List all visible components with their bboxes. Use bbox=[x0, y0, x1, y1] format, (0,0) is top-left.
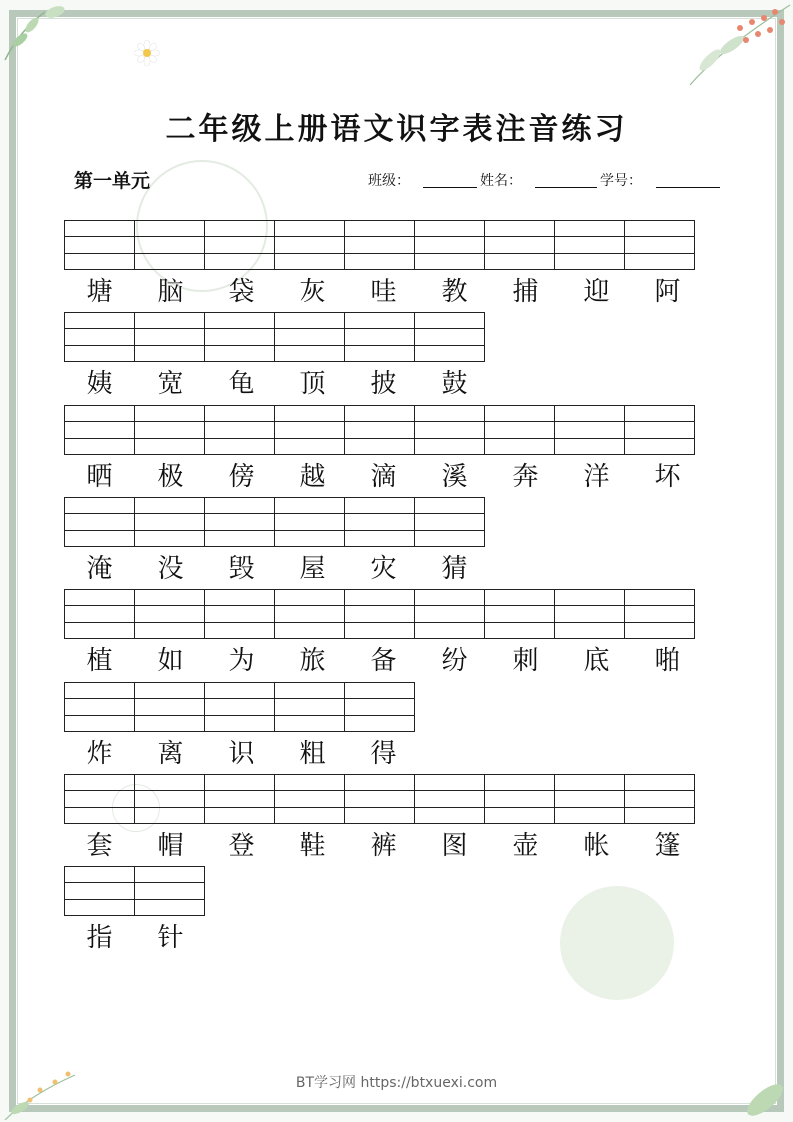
pinyin-cell[interactable] bbox=[415, 438, 485, 454]
pinyin-cell[interactable] bbox=[345, 715, 415, 731]
hanzi-character: 粗 bbox=[299, 739, 326, 769]
pinyin-cell[interactable] bbox=[555, 791, 625, 807]
pinyin-cell[interactable] bbox=[415, 406, 485, 422]
pinyin-cell[interactable] bbox=[205, 422, 275, 438]
pinyin-cell[interactable] bbox=[135, 715, 205, 731]
pinyin-cell[interactable] bbox=[345, 345, 415, 361]
pinyin-cell[interactable] bbox=[555, 622, 625, 638]
pinyin-cell[interactable] bbox=[135, 438, 205, 454]
pinyin-cell[interactable] bbox=[485, 807, 555, 823]
pinyin-cell[interactable] bbox=[555, 775, 625, 791]
pinyin-cell[interactable] bbox=[65, 699, 135, 715]
pinyin-cell[interactable] bbox=[135, 899, 205, 915]
pinyin-cell[interactable] bbox=[275, 699, 345, 715]
hanzi-character: 帐 bbox=[583, 831, 610, 861]
character-row bbox=[64, 829, 703, 863]
pinyin-grid bbox=[64, 866, 205, 916]
pinyin-cell[interactable] bbox=[485, 606, 555, 622]
hanzi-character: 洋 bbox=[583, 462, 610, 492]
pinyin-grid bbox=[64, 774, 695, 824]
pinyin-cell[interactable] bbox=[345, 221, 415, 237]
pinyin-cell[interactable] bbox=[555, 221, 625, 237]
pinyin-cell[interactable] bbox=[205, 807, 275, 823]
hanzi-character: 迎 bbox=[583, 277, 610, 307]
hanzi-character: 底 bbox=[583, 646, 610, 676]
pinyin-cell[interactable] bbox=[625, 438, 695, 454]
hanzi-character: 如 bbox=[157, 646, 184, 676]
character-row bbox=[64, 275, 703, 309]
pinyin-cell[interactable] bbox=[625, 253, 695, 269]
hanzi-character: 极 bbox=[157, 462, 184, 492]
hanzi-character: 袋 bbox=[228, 277, 255, 307]
pinyin-cell[interactable] bbox=[275, 345, 345, 361]
unit-heading: 第一单元 bbox=[74, 170, 151, 192]
pinyin-cell[interactable] bbox=[345, 438, 415, 454]
pinyin-cell[interactable] bbox=[345, 683, 415, 699]
pinyin-cell[interactable] bbox=[345, 498, 415, 514]
pinyin-cell[interactable] bbox=[415, 422, 485, 438]
hanzi-character: 龟 bbox=[228, 369, 255, 399]
pinyin-cell[interactable] bbox=[135, 253, 205, 269]
pinyin-cell[interactable] bbox=[345, 237, 415, 253]
pinyin-cell[interactable] bbox=[135, 313, 205, 329]
pinyin-cell[interactable] bbox=[205, 406, 275, 422]
pinyin-cell[interactable] bbox=[65, 438, 135, 454]
hanzi-character: 猜 bbox=[441, 554, 468, 584]
hanzi-character: 脑 bbox=[157, 277, 184, 307]
pinyin-cell[interactable] bbox=[415, 237, 485, 253]
pinyin-cell[interactable] bbox=[275, 253, 345, 269]
pinyin-cell[interactable] bbox=[345, 329, 415, 345]
pinyin-cell[interactable] bbox=[135, 791, 205, 807]
pinyin-cell[interactable] bbox=[625, 791, 695, 807]
hanzi-character: 帽 bbox=[157, 831, 184, 861]
pinyin-cell[interactable] bbox=[65, 683, 135, 699]
pinyin-cell[interactable] bbox=[205, 313, 275, 329]
pinyin-cell[interactable] bbox=[205, 345, 275, 361]
pinyin-cell[interactable] bbox=[625, 606, 695, 622]
pinyin-cell[interactable] bbox=[205, 775, 275, 791]
hanzi-character: 登 bbox=[228, 831, 255, 861]
hanzi-character: 没 bbox=[157, 554, 184, 584]
pinyin-cell[interactable] bbox=[205, 530, 275, 546]
hanzi-character: 篷 bbox=[654, 831, 681, 861]
pinyin-cell[interactable] bbox=[65, 883, 135, 899]
pinyin-cell[interactable] bbox=[415, 498, 485, 514]
pinyin-cell[interactable] bbox=[555, 590, 625, 606]
pinyin-cell[interactable] bbox=[135, 406, 205, 422]
pinyin-cell[interactable] bbox=[415, 622, 485, 638]
pinyin-cell[interactable] bbox=[135, 514, 205, 530]
hanzi-character: 壶 bbox=[512, 831, 539, 861]
pinyin-cell[interactable] bbox=[65, 606, 135, 622]
pinyin-cell[interactable] bbox=[345, 775, 415, 791]
class-blank[interactable] bbox=[423, 187, 477, 188]
pinyin-cell[interactable] bbox=[65, 867, 135, 883]
hanzi-character: 裤 bbox=[370, 831, 397, 861]
pinyin-cell[interactable] bbox=[135, 498, 205, 514]
hanzi-character: 塘 bbox=[86, 277, 113, 307]
flower-corner-top-left-icon bbox=[0, 0, 80, 70]
hanzi-character: 旅 bbox=[299, 646, 326, 676]
hanzi-character: 植 bbox=[86, 646, 113, 676]
pinyin-cell[interactable] bbox=[135, 590, 205, 606]
hanzi-character: 越 bbox=[299, 462, 326, 492]
berry-branch-top-right-icon bbox=[680, 0, 793, 90]
pinyin-cell[interactable] bbox=[205, 590, 275, 606]
pinyin-cell[interactable] bbox=[345, 622, 415, 638]
pinyin-cell[interactable] bbox=[205, 237, 275, 253]
pinyin-cell[interactable] bbox=[275, 683, 345, 699]
character-row bbox=[64, 737, 419, 771]
pinyin-cell[interactable] bbox=[415, 345, 485, 361]
pinyin-cell[interactable] bbox=[205, 329, 275, 345]
pinyin-cell[interactable] bbox=[275, 775, 345, 791]
pinyin-cell[interactable] bbox=[485, 438, 555, 454]
pinyin-cell[interactable] bbox=[275, 530, 345, 546]
pinyin-cell[interactable] bbox=[65, 406, 135, 422]
pinyin-cell[interactable] bbox=[345, 253, 415, 269]
pinyin-cell[interactable] bbox=[485, 791, 555, 807]
hanzi-character: 纷 bbox=[441, 646, 468, 676]
hanzi-character: 鼓 bbox=[441, 369, 468, 399]
pinyin-cell[interactable] bbox=[65, 329, 135, 345]
pinyin-cell[interactable] bbox=[275, 807, 345, 823]
character-row bbox=[64, 921, 206, 955]
pinyin-cell[interactable] bbox=[135, 867, 205, 883]
hanzi-character: 滴 bbox=[370, 462, 397, 492]
pinyin-grid bbox=[64, 497, 485, 547]
number-blank[interactable] bbox=[656, 187, 720, 188]
pinyin-cell[interactable] bbox=[65, 514, 135, 530]
pinyin-cell[interactable] bbox=[65, 530, 135, 546]
pinyin-cell[interactable] bbox=[485, 237, 555, 253]
pinyin-cell[interactable] bbox=[415, 807, 485, 823]
character-row bbox=[64, 460, 703, 494]
hanzi-character: 离 bbox=[157, 739, 184, 769]
pinyin-cell[interactable] bbox=[485, 221, 555, 237]
name-label: 姓名： bbox=[480, 173, 522, 189]
pinyin-cell[interactable] bbox=[625, 590, 695, 606]
pinyin-cell[interactable] bbox=[65, 791, 135, 807]
pinyin-cell[interactable] bbox=[555, 237, 625, 253]
pinyin-cell[interactable] bbox=[65, 498, 135, 514]
hanzi-character: 晒 bbox=[86, 462, 113, 492]
decor-circle-filled bbox=[560, 886, 674, 1000]
hanzi-character: 啪 bbox=[654, 646, 681, 676]
daisy-icon bbox=[134, 40, 160, 66]
pinyin-cell[interactable] bbox=[135, 622, 205, 638]
pinyin-cell[interactable] bbox=[625, 406, 695, 422]
pinyin-cell[interactable] bbox=[135, 807, 205, 823]
pinyin-cell[interactable] bbox=[555, 606, 625, 622]
hanzi-character: 宽 bbox=[157, 369, 184, 399]
pinyin-cell[interactable] bbox=[415, 253, 485, 269]
pinyin-cell[interactable] bbox=[345, 406, 415, 422]
pinyin-cell[interactable] bbox=[65, 345, 135, 361]
pinyin-cell[interactable] bbox=[625, 622, 695, 638]
page-title: 二年级上册语文识字表注音练习 bbox=[165, 112, 628, 147]
number-label: 学号： bbox=[600, 173, 642, 189]
hanzi-character: 坏 bbox=[654, 462, 681, 492]
pinyin-cell[interactable] bbox=[65, 237, 135, 253]
pinyin-cell[interactable] bbox=[555, 438, 625, 454]
pinyin-cell[interactable] bbox=[415, 590, 485, 606]
pinyin-cell[interactable] bbox=[135, 422, 205, 438]
pinyin-cell[interactable] bbox=[135, 683, 205, 699]
pinyin-cell[interactable] bbox=[275, 313, 345, 329]
pinyin-cell[interactable] bbox=[625, 422, 695, 438]
pinyin-cell[interactable] bbox=[345, 606, 415, 622]
pinyin-cell[interactable] bbox=[135, 329, 205, 345]
hanzi-character: 得 bbox=[370, 739, 397, 769]
footer-source: BT学习网 https://btxuexi.com bbox=[295, 1075, 498, 1091]
character-row bbox=[64, 644, 703, 678]
pinyin-cell[interactable] bbox=[345, 313, 415, 329]
hanzi-character: 毁 bbox=[228, 554, 255, 584]
hanzi-character: 为 bbox=[228, 646, 255, 676]
hanzi-character: 套 bbox=[86, 831, 113, 861]
pinyin-cell[interactable] bbox=[205, 622, 275, 638]
pinyin-cell[interactable] bbox=[275, 422, 345, 438]
hanzi-character: 奔 bbox=[512, 462, 539, 492]
pinyin-grid bbox=[64, 682, 415, 732]
pinyin-cell[interactable] bbox=[135, 883, 205, 899]
hanzi-character: 灾 bbox=[370, 554, 397, 584]
character-row bbox=[64, 552, 490, 586]
hanzi-character: 指 bbox=[86, 923, 113, 953]
pinyin-cell[interactable] bbox=[135, 530, 205, 546]
hanzi-character: 阿 bbox=[654, 277, 681, 307]
pinyin-cell[interactable] bbox=[415, 775, 485, 791]
pinyin-cell[interactable] bbox=[485, 253, 555, 269]
pinyin-cell[interactable] bbox=[275, 237, 345, 253]
pinyin-cell[interactable] bbox=[625, 807, 695, 823]
hanzi-character: 刺 bbox=[512, 646, 539, 676]
pinyin-cell[interactable] bbox=[275, 406, 345, 422]
pinyin-cell[interactable] bbox=[415, 530, 485, 546]
pinyin-cell[interactable] bbox=[485, 422, 555, 438]
pinyin-cell[interactable] bbox=[205, 791, 275, 807]
pinyin-cell[interactable] bbox=[275, 590, 345, 606]
hanzi-character: 傍 bbox=[228, 462, 255, 492]
pinyin-grid bbox=[64, 220, 695, 270]
pinyin-cell[interactable] bbox=[345, 530, 415, 546]
pinyin-cell[interactable] bbox=[345, 590, 415, 606]
pinyin-cell[interactable] bbox=[625, 237, 695, 253]
hanzi-character: 炸 bbox=[86, 739, 113, 769]
class-label: 班级： bbox=[368, 173, 410, 189]
pinyin-cell[interactable] bbox=[415, 329, 485, 345]
pinyin-cell[interactable] bbox=[345, 807, 415, 823]
pinyin-cell[interactable] bbox=[135, 237, 205, 253]
pinyin-cell[interactable] bbox=[65, 422, 135, 438]
pinyin-cell[interactable] bbox=[485, 406, 555, 422]
pinyin-cell[interactable] bbox=[485, 622, 555, 638]
hanzi-character: 识 bbox=[228, 739, 255, 769]
pinyin-cell[interactable] bbox=[415, 791, 485, 807]
pinyin-cell[interactable] bbox=[275, 438, 345, 454]
hanzi-character: 哇 bbox=[370, 277, 397, 307]
pinyin-cell[interactable] bbox=[625, 775, 695, 791]
pinyin-cell[interactable] bbox=[135, 345, 205, 361]
pinyin-cell[interactable] bbox=[345, 422, 415, 438]
pinyin-cell[interactable] bbox=[205, 498, 275, 514]
pinyin-cell[interactable] bbox=[135, 775, 205, 791]
pinyin-cell[interactable] bbox=[275, 606, 345, 622]
pinyin-cell[interactable] bbox=[65, 775, 135, 791]
hanzi-character: 姨 bbox=[86, 369, 113, 399]
pinyin-cell[interactable] bbox=[65, 590, 135, 606]
pinyin-cell[interactable] bbox=[135, 606, 205, 622]
pinyin-cell[interactable] bbox=[485, 590, 555, 606]
pinyin-cell[interactable] bbox=[205, 514, 275, 530]
pinyin-cell[interactable] bbox=[555, 253, 625, 269]
pinyin-cell[interactable] bbox=[205, 606, 275, 622]
pinyin-grid bbox=[64, 589, 695, 639]
pinyin-cell[interactable] bbox=[135, 699, 205, 715]
hanzi-character: 披 bbox=[370, 369, 397, 399]
hanzi-character: 屋 bbox=[299, 554, 326, 584]
pinyin-cell[interactable] bbox=[485, 775, 555, 791]
pinyin-cell[interactable] bbox=[345, 699, 415, 715]
pinyin-cell[interactable] bbox=[345, 514, 415, 530]
pinyin-cell[interactable] bbox=[275, 514, 345, 530]
pinyin-cell[interactable] bbox=[555, 406, 625, 422]
pinyin-cell[interactable] bbox=[275, 715, 345, 731]
pinyin-cell[interactable] bbox=[65, 313, 135, 329]
pinyin-cell[interactable] bbox=[205, 438, 275, 454]
pinyin-cell[interactable] bbox=[275, 221, 345, 237]
pinyin-cell[interactable] bbox=[65, 715, 135, 731]
hanzi-character: 图 bbox=[441, 831, 468, 861]
pinyin-cell[interactable] bbox=[65, 899, 135, 915]
pinyin-cell[interactable] bbox=[415, 313, 485, 329]
pinyin-grid bbox=[64, 405, 695, 455]
pinyin-cell[interactable] bbox=[555, 422, 625, 438]
hanzi-character: 灰 bbox=[299, 277, 326, 307]
hanzi-character: 针 bbox=[157, 923, 184, 953]
pinyin-cell[interactable] bbox=[205, 715, 275, 731]
pinyin-cell[interactable] bbox=[275, 329, 345, 345]
pinyin-cell[interactable] bbox=[205, 221, 275, 237]
pinyin-cell[interactable] bbox=[275, 498, 345, 514]
pinyin-cell[interactable] bbox=[275, 622, 345, 638]
character-row bbox=[64, 367, 490, 401]
pinyin-grid bbox=[64, 312, 485, 362]
pinyin-cell[interactable] bbox=[345, 791, 415, 807]
hanzi-character: 顶 bbox=[299, 369, 326, 399]
pinyin-cell[interactable] bbox=[135, 221, 205, 237]
pinyin-cell[interactable] bbox=[205, 253, 275, 269]
pinyin-cell[interactable] bbox=[205, 699, 275, 715]
pinyin-cell[interactable] bbox=[415, 221, 485, 237]
pinyin-cell[interactable] bbox=[65, 622, 135, 638]
hanzi-character: 教 bbox=[441, 277, 468, 307]
hanzi-character: 溪 bbox=[441, 462, 468, 492]
hanzi-character: 淹 bbox=[86, 554, 113, 584]
pinyin-cell[interactable] bbox=[205, 683, 275, 699]
pinyin-cell[interactable] bbox=[625, 221, 695, 237]
pinyin-cell[interactable] bbox=[555, 807, 625, 823]
hanzi-character: 备 bbox=[370, 646, 397, 676]
pinyin-cell[interactable] bbox=[65, 807, 135, 823]
name-blank[interactable] bbox=[535, 187, 597, 188]
pinyin-cell[interactable] bbox=[275, 791, 345, 807]
pinyin-cell[interactable] bbox=[415, 514, 485, 530]
pinyin-cell[interactable] bbox=[415, 606, 485, 622]
hanzi-character: 鞋 bbox=[299, 831, 326, 861]
pinyin-cell[interactable] bbox=[65, 253, 135, 269]
pinyin-cell[interactable] bbox=[65, 221, 135, 237]
hanzi-character: 捕 bbox=[512, 277, 539, 307]
